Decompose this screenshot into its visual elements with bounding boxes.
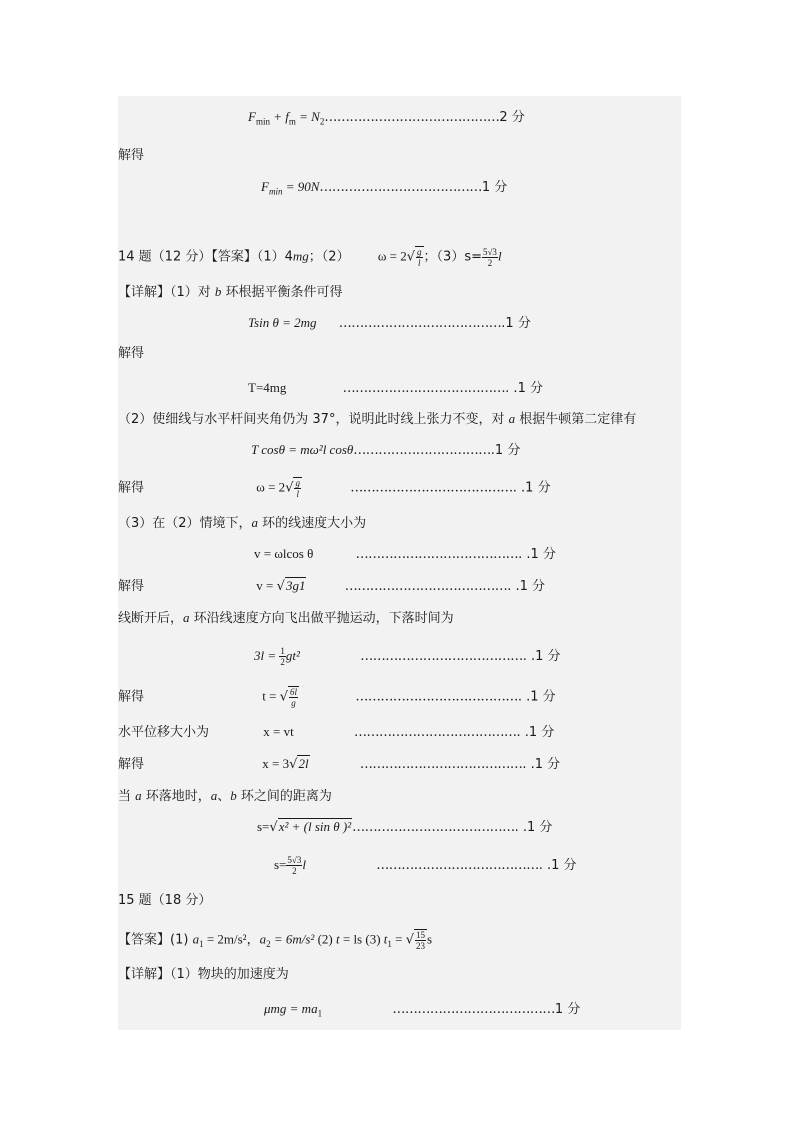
q14-title: 14 题（12 分）【答案】（1）4 [118,249,293,265]
var-b: b [214,284,222,299]
numerator: 5√3 [287,855,302,865]
numerator: 1 [280,646,285,656]
eq-text: μmg = ma [264,1001,318,1016]
fraction [288,686,299,708]
equation-v-omega [254,545,556,564]
solve-label: 解得 [118,480,145,496]
eq-text: ω = 2 [256,479,286,495]
solve-label: 解得 [118,148,145,163]
detail-15-1: 【详解】（1）物块的加速度为 [118,967,289,982]
score: . .1 分 [538,858,577,873]
eq-text: = ls (3) [339,931,384,947]
eq-text: a [192,931,200,947]
fraction [286,855,302,876]
leader-dots: ………………………………… [392,1002,555,1017]
equation-omega: 解得 ω = 2√ $\frac{g}{l}$ …………………………………. .1 分 [118,478,551,499]
leader-dots: ………………………………… [376,858,539,873]
var-a: a [135,788,142,803]
detail-text: （3）在（2）情境下， [118,516,252,531]
eq-text: s [427,931,433,947]
eq-sub: 1 [387,939,392,950]
equation-fmin-fm [248,108,525,131]
score: . .1 分 [512,480,551,496]
detail-14-1 [118,283,343,302]
detail-text: 线断开后， [118,611,184,626]
eq-text: (2) [314,931,336,947]
score: . .1 分 [514,820,553,835]
eq-text: F [261,179,269,194]
equation-s-final [274,855,577,876]
solve-label: 解得 [118,689,145,705]
numerator: 15 [416,930,426,940]
eq-text: s= [274,857,287,872]
eq-sub: 1 [317,1008,323,1019]
answer-label: 【答案】(1) [118,932,193,948]
detail-text: 环沿线速度方向飞出做平抛运动，下落时间为 [189,611,454,626]
equation-x-3sqrt: 解得 x = 3√2l …………………………………. .1 分 [118,756,561,772]
q14-answer-line: 14 题（12 分）【答案】（1）4mg；（2） ω = 2√ $\frac{g}{l}$ ；（3）s= $\frac{5√3}{2}$ l [118,246,502,268]
equation-fmin-90n [261,178,507,201]
equation-t4mg [248,379,543,398]
leader-dots: ………………………………… [360,649,523,664]
equation-s-sqrt: s=√x² + (l sin θ )²…………………………………. .1 分 [257,819,553,835]
fraction [415,246,424,268]
eq-text: = 2m/s²， [203,931,260,947]
eq-text: a [259,931,267,947]
eq-text: Tsin θ = 2mg [248,315,317,330]
solve-label: 解得 [118,757,145,772]
eq-sub: min [255,116,270,127]
denominator: l [296,489,299,499]
detail-text: 当 [118,789,136,804]
leader-dots: …………………………………… [324,110,500,125]
eq-text: T=4mg [248,380,287,395]
q15-title: 15 题（18 分） [118,893,212,908]
eq-sub: 2 [319,116,325,127]
solve-label: 解得 [118,346,145,361]
equation-x-vt [118,723,554,742]
eq-text: s= [257,819,270,834]
detail-text: 环的线速度大小为 [258,516,367,531]
leader-dots: ………………………………… [342,381,506,396]
denominator: 2 [280,657,285,667]
detail-14-3 [118,514,366,533]
detail-14-4 [118,609,454,628]
denominator: l [418,258,421,268]
score: 1 分 [481,180,508,195]
eq-text: v = ωlcos θ [254,546,314,561]
detail-text: 环落地时， [141,789,211,804]
eq-sub: 1 [199,939,204,950]
equation-tsin [248,314,531,333]
equation-tcos [251,441,520,460]
var-a: a [183,610,190,625]
q14-part3: ；（3）s= [423,249,482,265]
var-a: a [251,515,259,530]
leader-dots: ………………………………… [354,725,517,740]
eq-text: = 6m/s² [270,931,315,947]
eq-text: l [497,248,502,264]
numerator: 6l [290,687,298,697]
detail-text: 【详解】（1）对 [118,285,215,300]
eq-text: F [248,109,256,124]
detail-text: 根据牛顿第二定律有 [515,412,637,427]
detail-text: 环之间的距离为 [236,789,332,804]
score: . .1 分 [507,579,546,594]
score: .1 分 [490,443,521,458]
eq-sub: min [268,186,283,197]
score: . .1 分 [516,725,555,740]
leader-dots: ………………………………… [352,820,515,835]
var-a: a [508,411,516,426]
eq-text: x = vt [263,724,294,739]
detail-14-5 [118,787,332,806]
eq-text: mg [292,248,309,264]
eq-text: T cosθ = mω²l cosθ [251,442,354,457]
leader-dots: ………………………………… [359,757,523,772]
fraction [414,929,427,951]
radicand: x² + (l sin θ )² [278,819,352,834]
score: 1 分 [554,1002,581,1017]
numerator: g [295,478,300,488]
detail-text: （2）使细线与水平杆间夹角仍为 37°，说明此时线上张力不变，对 [118,412,509,427]
detail-text: 环根据平衡条件可得 [221,285,343,300]
eq-sub: m [288,116,296,127]
leader-dots: ………………………………… [338,316,502,331]
leader-dots: ………………………………… [355,689,518,705]
eq-text: gt² [285,648,300,663]
leader-dots: ………………………………… [350,480,513,496]
denominator: 2 [487,257,493,268]
eq-text: + f [269,109,289,124]
var-b: b [230,788,237,803]
leader-dots: …………………………… [353,443,491,458]
score: .1 分 [501,316,531,331]
denominator: 2 [292,866,297,876]
equation-3l [254,646,561,667]
score: . .1 分 [522,649,561,664]
fraction [482,247,498,268]
eq-sub: 2 [266,939,271,950]
var-a: a [210,788,218,803]
eq-text: 3l = [254,648,280,663]
numerator: 5√3 [482,246,497,257]
horizontal-label: 水平位移大小为 [118,725,210,740]
score: . .1 分 [522,757,561,772]
radicand: 2l [298,756,309,771]
score: . .1 分 [517,689,556,705]
leader-dots: ………………………………… [344,579,508,594]
eq-text: v = [256,578,277,593]
detail-text: 、 [217,789,231,804]
eq-text: t [383,931,388,947]
eq-text: t = [262,688,280,704]
denominator: 23 [416,941,426,951]
eq-text: ω = 2 [377,248,407,264]
score: . .1 分 [505,381,543,396]
equation-t: 解得 t = √ $\frac{6l}{g}$ …………………………………. .1 分 [118,687,556,708]
eq-text: l [302,857,306,872]
eq-text: x = 3 [262,756,290,771]
numerator: g [417,247,422,257]
fraction [293,477,302,499]
equation-umg [264,1000,580,1023]
leader-dots: ………………………………… [355,547,519,562]
leader-dots: ………………………………… [319,180,482,195]
detail-14-2 [118,410,636,429]
score: . .1 分 [518,547,556,562]
eq-text: = N [295,109,320,124]
denominator: g [291,698,296,708]
eq-text: = [391,931,406,947]
score: 2 分 [499,110,525,125]
eq-text: t [335,931,340,947]
eq-text: = 90N [282,179,320,194]
radicand: 3g1 [285,578,306,593]
q15-answer-line: 【答案】(1) $a_1 = 2m/s^2$，$a_2 = 6m/s^2$ (2) t = ls (3) $t_1$ = √ $\frac{15}{23}$ s [118,930,433,951]
solve-label: 解得 [118,579,145,594]
q14-part2: ；（2） [308,249,350,265]
equation-v-sqrt: 解得 v = √3g1 …………………………………. .1 分 [118,578,546,594]
